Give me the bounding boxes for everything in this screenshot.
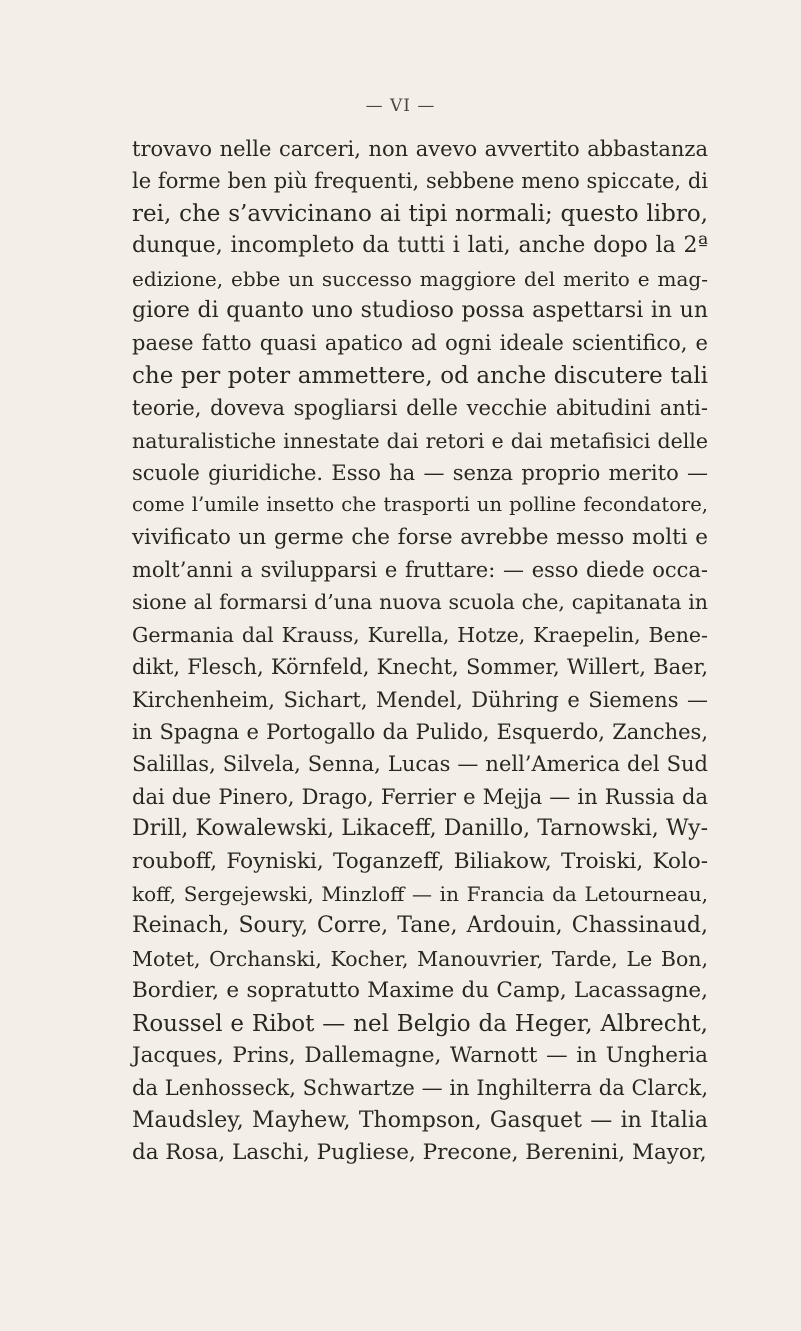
text-line: Jacques, Prins, Dallemagne, Warnott — in Ungheria <box>132 1042 708 1068</box>
text-line: Motet, Orchanski, Kocher, Manouvrier, Tarde, Le Bon, <box>132 946 708 971</box>
text-line: da Rosa, Laschi, Pugliese, Precone, Berenini, Mayor, <box>132 1140 707 1166</box>
text-line: Drill, Kowalewski, Likaceff, Danillo, Tarnowski, Wy- <box>132 816 708 842</box>
text-line: koff, Sergejewski, Minzloff — in Francia da Letourneau, <box>132 881 708 906</box>
text-line: naturalistiche innestate dai retori e dai metafisici delle <box>132 428 708 453</box>
text-line: Kirchenheim, Sichart, Mendel, Dühring e Siemens — <box>132 687 708 712</box>
text-line: in Spagna e Portogallo da Pulido, Esquerdo, Zanches, <box>132 720 708 745</box>
text-line: Germania dal Krauss, Kurella, Hotze, Kraepelin, Bene- <box>132 622 708 647</box>
text-line: molt’anni a svilupparsi e fruttare: — esso diede occa- <box>132 558 708 583</box>
text-line: dai due Pinero, Drago, Ferrier e Mejja — in Russia da <box>132 784 708 809</box>
text-line: rouboff, Foyniski, Toganzeff, Biliakow, Troiski, Kolo- <box>132 848 708 874</box>
text-line: da Lenhosseck, Schwartze — in Inghilterra da Clarck, <box>132 1076 708 1101</box>
text-line: Roussel e Ribot — nel Belgio da Heger, Albrecht, <box>132 1010 708 1037</box>
text-line: Maudsley, Mayhew, Thompson, Gasquet — in Italia <box>132 1107 708 1133</box>
text-line: vivificato un germe che forse avrebbe messo molti e <box>132 524 708 550</box>
text-line: dikt, Flesch, Körnfeld, Knecht, Sommer, Willert, Baer, <box>132 655 708 680</box>
text-line: dunque, incompleto da tutti i lati, anche dopo la 2ª <box>132 233 708 259</box>
text-line: le forme ben più frequenti, sebbene meno spiccate, di <box>132 169 708 194</box>
body-text <box>132 133 708 1170</box>
text-line: che per poter ammettere, od anche discutere tali <box>132 362 708 389</box>
text-line: teorie, doveva spogliarsi delle vecchie abitudini anti- <box>132 396 708 421</box>
text-line: sione al formarsi d’una nuova scuola che, capitanata in <box>132 590 708 615</box>
text-line: paese fatto quasi apatico ad ogni ideale scientifico, e <box>132 331 708 356</box>
text-line: trovavo nelle carceri, non avevo avvertito abbastanza <box>132 137 708 161</box>
text-line: Salillas, Silvela, Senna, Lucas — nell’America del Sud <box>132 752 708 777</box>
page-number: — VI — <box>365 96 436 116</box>
text-line: scuole giuridiche. Esso ha — senza proprio merito — <box>132 460 708 485</box>
text-line: Bordier, e sopratutto Maxime du Camp, Lacassagne, <box>132 978 708 1004</box>
text-line: rei, che s’avvicinano ai tipi normali; questo libro, <box>132 200 708 227</box>
text-line: come l’umile insetto che trasporti un polline fecondatore, <box>132 493 708 517</box>
text-line: Reinach, Soury, Corre, Tane, Ardouin, Chassinaud, <box>132 913 708 939</box>
text-line: edizione, ebbe un successo maggiore del merito e mag- <box>132 266 708 291</box>
text-line: giore di quanto uno studioso possa aspettarsi in un <box>132 297 708 323</box>
